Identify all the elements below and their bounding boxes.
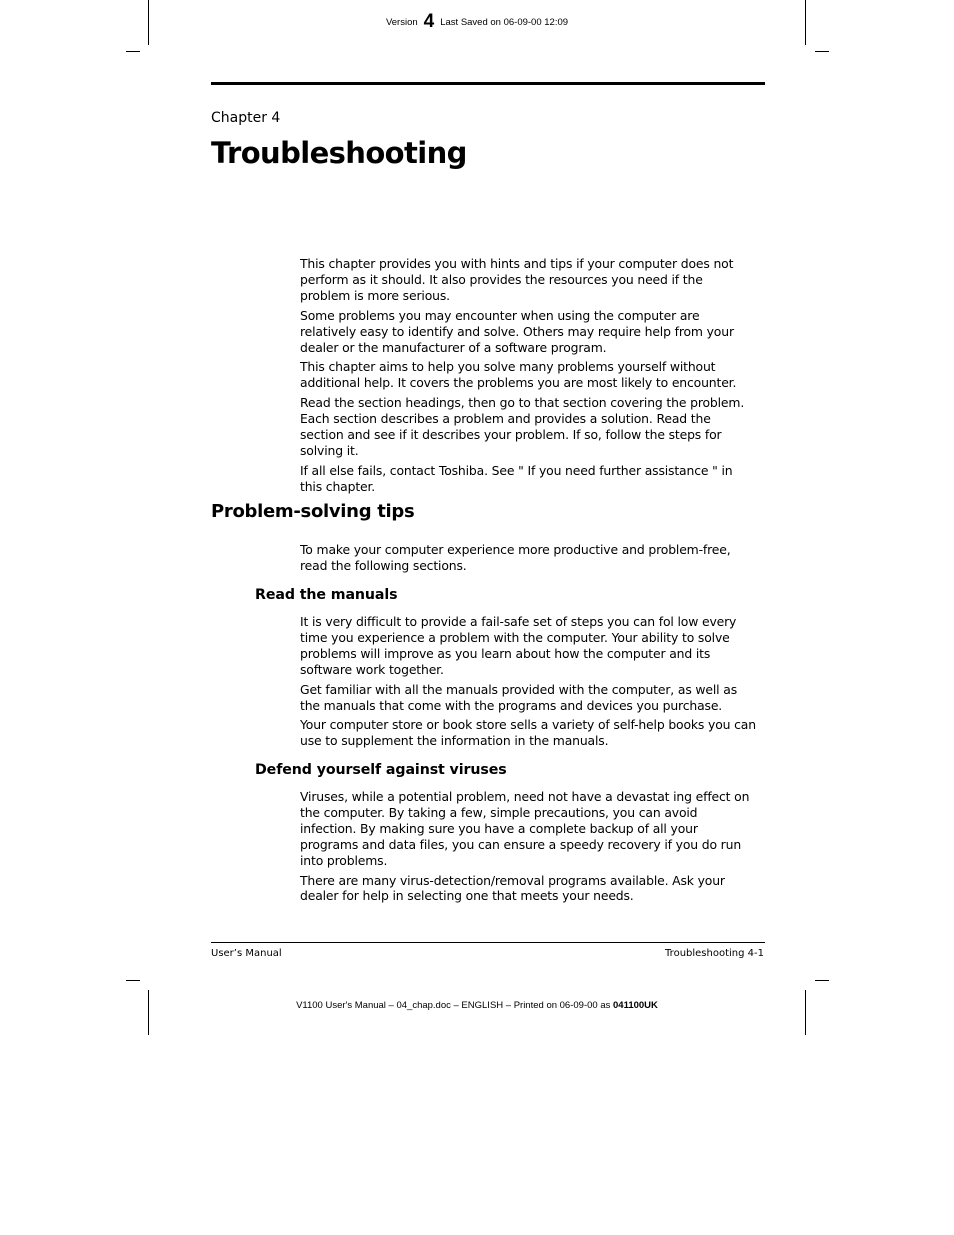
crop-mark (815, 51, 829, 52)
subsection-body-read-the-manuals (300, 614, 756, 753)
body-paragraph: Your computer store or book store sells a variety of self-help books you can use to supplement the information in the manuals. (300, 717, 756, 749)
section-intro-paragraph: To make your computer experience more productive and problem-free, read the following sections. (300, 542, 731, 573)
intro-paragraph: This chapter aims to help you solve many problems yourself without additional help. It covers the problems you are most likely to encounter. (300, 359, 737, 391)
crop-mark (815, 980, 829, 981)
print-info-text: V1100 User's Manual – 04_chap.doc – ENGLISH – Printed on 06-09-00 as (296, 1000, 611, 1011)
subsection-heading-defend-against-viruses: Defend yourself against viruses (255, 762, 507, 778)
intro-paragraph: This chapter provides you with hints and tips if your computer does not perform as it should. It also provides the resources you need if the problem is more serious. (300, 256, 734, 303)
body-paragraph: Viruses, while a potential problem, need not have a devastat ing effect on the computer. By taking a few, simple precautions, you can avoid infection. By making sure you have a complete backup of all your programs and data files, you can ensure a speedy recovery if you do run into problems. (300, 789, 750, 868)
subsection-body-defend-against-viruses (300, 789, 756, 908)
subsection-heading-read-the-manuals: Read the manuals (255, 587, 398, 603)
chapter-label: Chapter 4 (211, 110, 281, 126)
footer-manual-title: User’s Manual (211, 948, 282, 959)
chapter-top-rule (211, 82, 765, 85)
section-heading-problem-solving-tips: Problem-solving tips (211, 501, 415, 522)
print-code: 041100UK (613, 1000, 658, 1011)
intro-paragraph: Read the section headings, then go to that section covering the problem. Each section describes a problem and provides a solution. Read the section and see if it describes your problem. If so, follow the steps for solving it. (300, 395, 745, 458)
document-version-header (0, 11, 954, 32)
crop-mark (126, 980, 140, 981)
chapter-intro (300, 256, 756, 499)
body-paragraph: Get familiar with all the manuals provided with the computer, as well as the manuals that come with the programs and devices you purchase. (300, 681, 737, 713)
body-paragraph: There are many virus-detection/removal programs available. Ask your dealer for help in selecting one that meets your needs. (300, 872, 725, 904)
crop-mark (805, 990, 806, 1035)
print-info-line (0, 1000, 954, 1011)
footer-page-number: Troubleshooting 4-1 (665, 948, 764, 959)
last-saved-text: Last Saved on 06-09-00 12:09 (440, 17, 569, 28)
crop-mark (126, 51, 140, 52)
version-number: 4 (423, 11, 435, 32)
intro-paragraph: Some problems you may encounter when using the computer are relatively easy to identify and solve. Others may require help from your dealer or the manufacturer of a software program. (300, 307, 734, 355)
version-label: Version (385, 17, 418, 28)
section-intro (300, 542, 756, 578)
crop-mark (148, 990, 149, 1035)
intro-paragraph: If all else fails, contact Toshiba. See " If you need further assistance " in this chapter. (300, 462, 733, 494)
body-paragraph: It is very difficult to provide a fail-safe set of steps you can fol low every time you experience a problem with the computer. Your ability to solve problems will improve as you learn about how the computer and its software work together. (300, 614, 737, 677)
footer-rule (211, 942, 765, 943)
chapter-title: Troubleshooting (211, 136, 467, 170)
